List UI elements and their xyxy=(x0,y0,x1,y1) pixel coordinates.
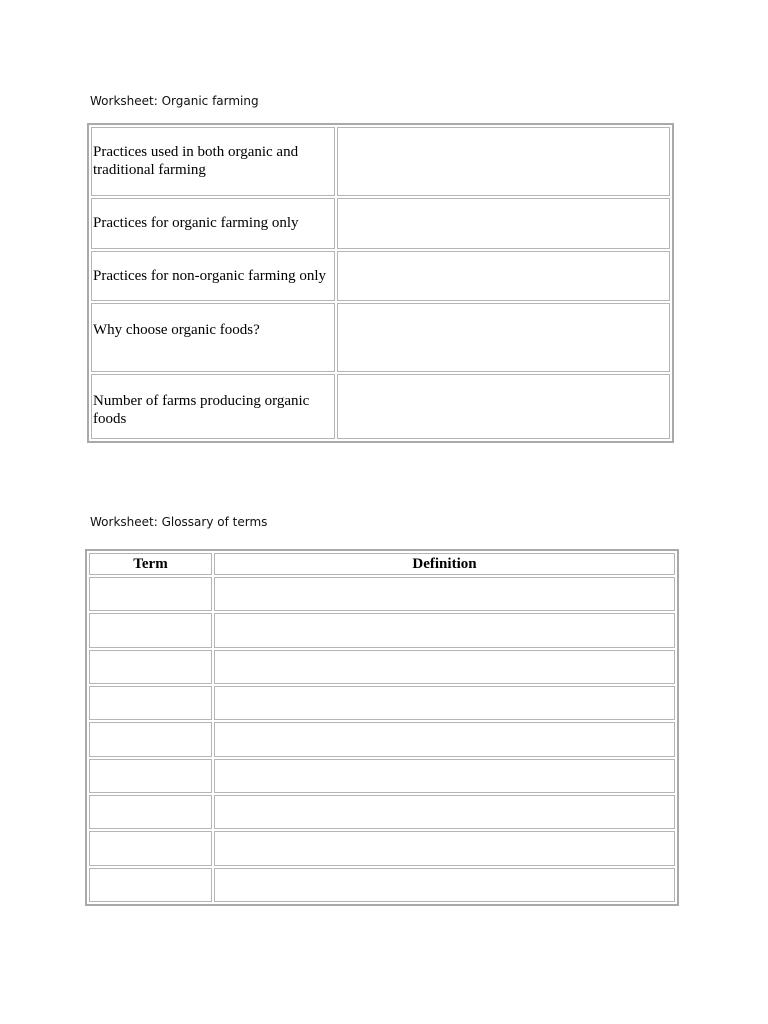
table-row xyxy=(89,722,675,756)
definition-cell[interactable] xyxy=(214,868,675,902)
glossary-header-row xyxy=(89,553,675,575)
answer-cell-number-of-farms[interactable] xyxy=(337,374,670,439)
definition-cell[interactable] xyxy=(214,722,675,756)
table-row xyxy=(91,374,670,439)
term-cell[interactable] xyxy=(89,722,212,756)
term-cell[interactable] xyxy=(89,650,212,684)
row-label-why-organic: Why choose organic foods? xyxy=(91,303,335,372)
definition-cell[interactable] xyxy=(214,831,675,865)
table-row xyxy=(89,868,675,902)
glossary-heading: Worksheet: Glossary of terms xyxy=(90,515,268,529)
organic-farming-heading: Worksheet: Organic farming xyxy=(90,94,259,108)
table-row xyxy=(91,127,670,196)
table-row xyxy=(89,795,675,829)
table-row xyxy=(89,577,675,611)
table-row xyxy=(91,198,670,249)
table-row xyxy=(91,251,670,302)
term-column-header: Term xyxy=(89,553,212,575)
definition-cell[interactable] xyxy=(214,613,675,647)
answer-cell-non-organic-only[interactable] xyxy=(337,251,670,302)
definition-cell[interactable] xyxy=(214,795,675,829)
term-cell[interactable] xyxy=(89,577,212,611)
definition-cell[interactable] xyxy=(214,577,675,611)
row-label-both-practices: Practices used in both organic and traditional farming xyxy=(91,127,335,196)
table-row xyxy=(89,759,675,793)
table-row xyxy=(89,613,675,647)
organic-farming-table xyxy=(87,123,674,443)
glossary-table xyxy=(85,549,679,906)
table-row xyxy=(89,650,675,684)
term-cell[interactable] xyxy=(89,613,212,647)
term-cell[interactable] xyxy=(89,686,212,720)
row-label-number-of-farms: Number of farms producing organic foods xyxy=(91,374,335,439)
table-row xyxy=(89,686,675,720)
definition-cell[interactable] xyxy=(214,686,675,720)
definition-column-header: Definition xyxy=(214,553,675,575)
definition-cell[interactable] xyxy=(214,650,675,684)
row-label-non-organic-only: Practices for non-organic farming only xyxy=(91,251,335,302)
term-cell[interactable] xyxy=(89,868,212,902)
answer-cell-both-practices[interactable] xyxy=(337,127,670,196)
answer-cell-why-organic[interactable] xyxy=(337,303,670,372)
table-row xyxy=(89,831,675,865)
row-label-organic-only: Practices for organic farming only xyxy=(91,198,335,249)
definition-cell[interactable] xyxy=(214,759,675,793)
term-cell[interactable] xyxy=(89,795,212,829)
term-cell[interactable] xyxy=(89,759,212,793)
table-row xyxy=(91,303,670,372)
answer-cell-organic-only[interactable] xyxy=(337,198,670,249)
term-cell[interactable] xyxy=(89,831,212,865)
